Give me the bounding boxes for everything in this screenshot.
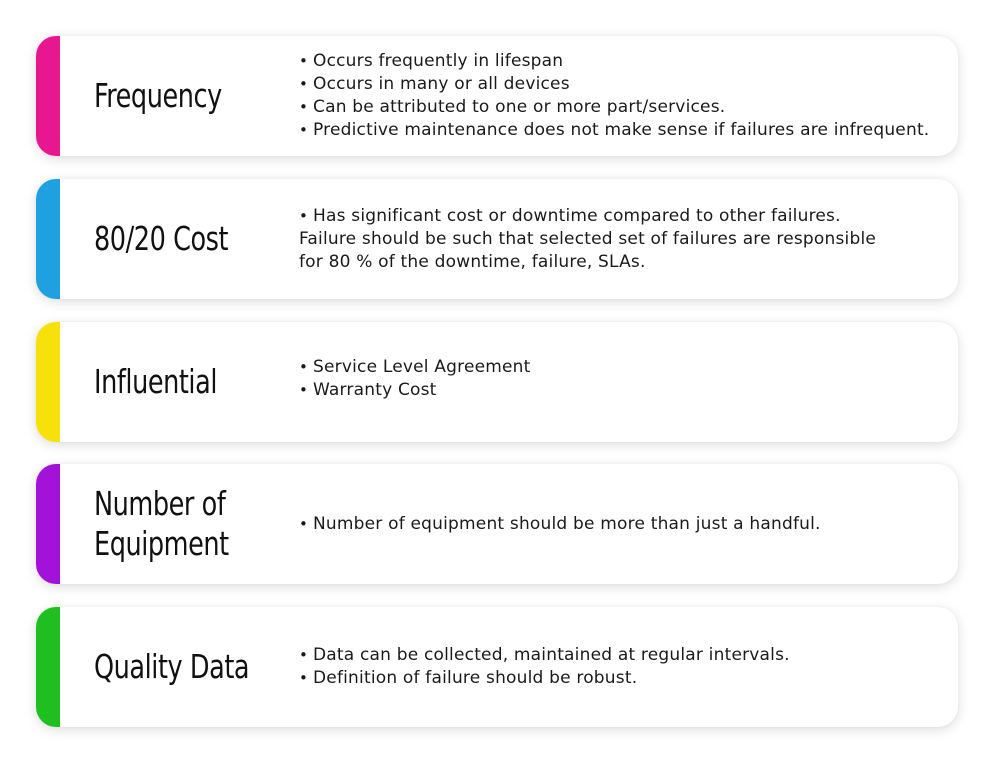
description-text: Occurs in many or all devices [313,74,570,94]
criteria-title-text: Influential [94,362,217,401]
criteria-title [94,322,284,442]
criteria-title-text: Number of Equipment [94,484,229,563]
description-line [299,50,949,73]
bullet-icon: • [299,75,309,93]
criteria-title-text: Frequency [94,76,222,115]
bullet-icon: • [299,669,309,687]
criteria-card-influential [36,322,958,442]
description-text: Definition of failure should be robust. [313,668,638,688]
description-line [299,667,949,690]
description-text: for 80 % of the downtime, failure, SLAs. [299,251,646,272]
description-text: Number of equipment should be more than just a handful. [313,513,821,534]
accent-stripe [36,36,60,156]
bullet-icon: • [299,358,309,376]
description-text: Can be attributed to one or more part/services. [313,97,726,117]
bullet-icon: • [299,206,309,225]
criteria-description [299,322,949,442]
description-line [299,228,949,251]
description-text: Occurs frequently in lifespan [313,51,564,71]
description-line [299,205,949,228]
description-line [299,379,949,402]
criteria-title [94,607,284,727]
description-text: Has significant cost or downtime compared to other failures. [313,205,841,226]
bullet-icon: • [299,646,309,664]
criteria-description [299,464,949,584]
criteria-title [94,464,284,584]
accent-stripe [36,464,60,584]
accent-stripe [36,322,60,442]
criteria-description [299,179,949,299]
criteria-title [94,179,284,299]
criteria-card-frequency [36,36,958,156]
description-text: Service Level Agreement [313,357,531,377]
description-line [299,513,949,536]
description-line [299,73,949,96]
description-text: Failure should be such that selected set of failures are responsible [299,228,877,249]
description-text: Predictive maintenance does not make sense if failures are infrequent. [313,120,930,140]
criteria-description [299,36,949,156]
description-text: Data can be collected, maintained at regular intervals. [313,645,790,665]
criteria-card-quality-data [36,607,958,727]
criteria-title-text: Quality Data [94,647,250,686]
description-line [299,251,949,274]
bullet-icon: • [299,121,309,139]
description-text: Warranty Cost [313,380,437,400]
criteria-card-number-of-equipment [36,464,958,584]
accent-stripe [36,607,60,727]
description-line [299,96,949,119]
criteria-description [299,607,949,727]
accent-stripe [36,179,60,299]
description-line [299,119,949,142]
criteria-title-text: 80/20 Cost [94,219,229,258]
bullet-icon: • [299,98,309,116]
description-line [299,644,949,667]
description-line [299,356,949,379]
criteria-title [94,36,284,156]
bullet-icon: • [299,52,309,70]
bullet-icon: • [299,381,309,399]
bullet-icon: • [299,514,309,533]
criteria-card-80-20-cost [36,179,958,299]
